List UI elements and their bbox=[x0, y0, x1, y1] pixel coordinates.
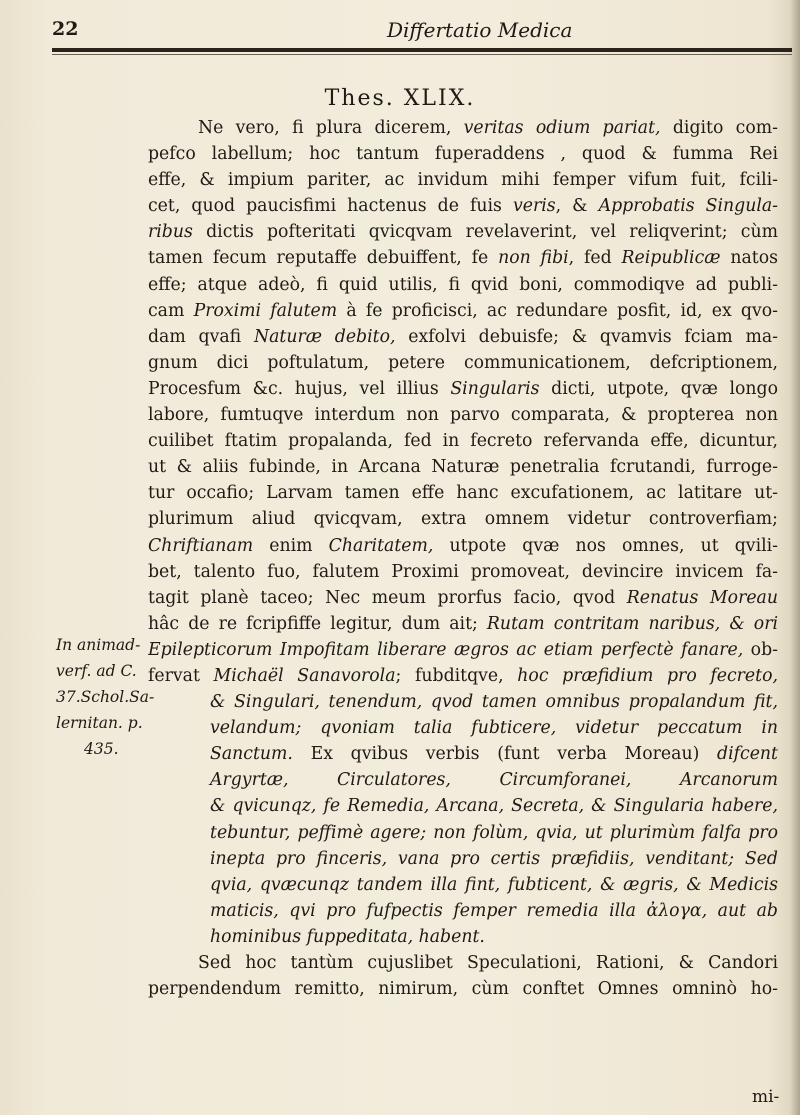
page-header bbox=[52, 12, 792, 52]
text-line bbox=[148, 141, 778, 167]
roman-text: utpote qvæ nos omnes, ut qvili- bbox=[433, 535, 778, 556]
roman-text: Ne vero, fi plura dicerem, bbox=[198, 118, 464, 138]
italic-text: difcent bbox=[717, 744, 778, 765]
italic-text: hominibus fuppeditata, habent. bbox=[210, 926, 485, 947]
roman-text: perpendendum remitto, nimirum, cùm conftet Omnes omninò ho- bbox=[148, 979, 778, 1000]
italic-text: veritas odium pariat, bbox=[463, 118, 661, 138]
text-line bbox=[148, 298, 778, 324]
italic-text: Approbatis Singula- bbox=[598, 196, 778, 217]
margin-note-line: lernitan. p. bbox=[56, 714, 143, 733]
catchword: mi- bbox=[752, 1087, 780, 1107]
text-line bbox=[148, 924, 778, 950]
text-line bbox=[148, 767, 778, 793]
italic-text: & qvicunqz, fe Remedia, Arcana, Secreta, & Singularia habere, bbox=[210, 796, 778, 817]
roman-text: plurimum aliud qvicqvam, extra omnem videtur controverfiam; bbox=[148, 509, 778, 530]
italic-text: qvia, qvæcunqz tandem illa fint, fubticent, & ægris, & Medicis bbox=[210, 874, 778, 895]
margin-note-line: In animad- bbox=[56, 636, 141, 654]
text-line bbox=[148, 820, 778, 846]
text-line bbox=[148, 428, 778, 454]
text-line bbox=[148, 533, 778, 559]
italic-text: ribus bbox=[148, 222, 193, 243]
italic-text: inepta pro finceris, vana pro certis præfidiis, venditant; Sed bbox=[210, 848, 778, 869]
italic-text: Epilepticorum Impofitam liberare ægros ac etiam perfectè fanare, bbox=[148, 639, 744, 660]
text-line bbox=[148, 715, 778, 741]
italic-text: & Singulari, tenendum, qvod tamen omnibus propalandum fit, bbox=[210, 692, 778, 713]
italic-text: Rutam contritam naribus, & ori bbox=[486, 613, 778, 634]
italic-text: veris bbox=[512, 196, 556, 217]
text-line bbox=[148, 793, 778, 819]
text-line bbox=[148, 350, 778, 376]
text-line bbox=[148, 872, 778, 898]
roman-text: bet, talento fuo, falutem Proximi promoveat, devincire invicem fa- bbox=[148, 561, 778, 582]
text-line bbox=[148, 846, 778, 872]
roman-text: natos bbox=[720, 248, 778, 269]
roman-text: (funt verba Moreau) bbox=[479, 744, 718, 765]
roman-text: Procesfum &c. hujus, vel illius bbox=[148, 378, 451, 399]
margin-note-line: verf. ad C. bbox=[56, 662, 137, 681]
roman-text: dicti, utpote, qvæ longo bbox=[539, 378, 778, 399]
italic-text: hoc præfidium pro fecreto, bbox=[517, 665, 778, 686]
roman-text: cuilibet ftatim propalanda, fed in fecreto refervanda effe, dicuntur, bbox=[148, 431, 778, 452]
roman-text: gnum dici poftulatum, petere communicationem, defcriptionem, bbox=[148, 352, 778, 373]
roman-text: effe, & impium pariter, ac invidum mihi femper vifum fuit, fcili- bbox=[148, 170, 778, 191]
roman-text: tamen fecum reputaffe debuiffent, fe bbox=[148, 248, 499, 269]
text-line bbox=[148, 193, 778, 219]
italic-text: Singularis bbox=[450, 378, 540, 399]
text-line bbox=[148, 167, 778, 193]
roman-text: effe; atque adeò, fi quid utilis, fi qvid boni, commodiqve ad publi- bbox=[148, 274, 778, 295]
roman-text: cet, quod paucisfimi hactenus de fuis bbox=[148, 196, 513, 217]
running-title: Differtatio Medica bbox=[387, 18, 573, 42]
roman-text: enim bbox=[253, 535, 329, 556]
page-edge-shadow bbox=[790, 0, 800, 1115]
italic-text: tebuntur, peffimè agere; non folùm, qvia, ut plurimùm falfa pro bbox=[210, 822, 778, 843]
roman-text: , & bbox=[555, 196, 599, 217]
body-paragraph bbox=[148, 115, 778, 1002]
italic-text: velandum; qvoniam talia fubticere, videtur peccatum in bbox=[210, 718, 778, 739]
text-line bbox=[148, 637, 778, 663]
header-rule bbox=[52, 48, 792, 52]
roman-text: ob- bbox=[743, 639, 778, 660]
roman-text: ut & aliis fubinde, in Arcana Naturæ penetralia fcrutandi, furroge- bbox=[148, 457, 778, 478]
roman-text: à fe proficisci, ac redundare posfit, id, ex qvo- bbox=[337, 300, 778, 321]
text-line bbox=[148, 611, 778, 637]
italic-text: Renatus Moreau bbox=[626, 587, 778, 608]
text-line bbox=[148, 376, 778, 402]
roman-text: Ex qvibus verbis bbox=[292, 744, 480, 765]
thesis-heading: Thes. XLIX. bbox=[324, 86, 476, 111]
header-rule-thin bbox=[52, 54, 792, 55]
text-line bbox=[148, 219, 778, 245]
text-line bbox=[148, 402, 778, 428]
text-line bbox=[148, 741, 778, 767]
italic-text: Reipublicæ bbox=[621, 248, 721, 269]
roman-text: fervat bbox=[148, 665, 214, 686]
text-line bbox=[148, 245, 778, 271]
page-number: 22 bbox=[52, 18, 79, 40]
margin-note bbox=[56, 632, 155, 762]
roman-text: labore, fumtuqve interdum non parvo comparata, & propterea non bbox=[148, 405, 778, 426]
italic-text: Proximi falutem bbox=[193, 300, 338, 321]
italic-text: maticis, qvi pro fufpectis femper remedia illa ἀλογα, aut ab bbox=[210, 900, 778, 921]
roman-text: cam bbox=[148, 300, 194, 321]
text-line bbox=[148, 272, 778, 298]
roman-text: tagit planè taceo; Nec meum prorfus facio, qvod bbox=[148, 587, 627, 608]
text-line bbox=[148, 585, 778, 611]
italic-text: Chriftianam bbox=[148, 535, 254, 556]
text-line bbox=[148, 454, 778, 480]
text-line bbox=[148, 115, 778, 141]
text-line bbox=[148, 950, 778, 976]
roman-text: ; fubditqve, bbox=[395, 665, 518, 686]
italic-text: Michaël Sanavorola bbox=[213, 665, 396, 686]
italic-text: Charitatem, bbox=[328, 535, 434, 556]
roman-text: dam qvafi bbox=[148, 326, 254, 347]
roman-text: dictis pofteritati qvicqvam revelaverint, vel reliqverint; cùm bbox=[192, 222, 778, 243]
text-line bbox=[148, 976, 778, 1002]
text-line bbox=[148, 324, 778, 350]
text-line bbox=[148, 506, 778, 532]
roman-text: Sed hoc tantùm cujuslibet Speculationi, Rationi, & Candori bbox=[198, 953, 778, 973]
roman-text: digito com- bbox=[660, 118, 778, 138]
italic-text: Naturæ debito, bbox=[253, 326, 396, 347]
roman-text: exfolvi debuisfe; & qvamvis fciam ma- bbox=[395, 326, 778, 347]
text-line bbox=[148, 898, 778, 924]
text-line bbox=[148, 689, 778, 715]
margin-note-line: 37.Schol.Sa- bbox=[56, 688, 155, 707]
italic-text: Sanctum. bbox=[210, 744, 293, 765]
italic-text: Argyrtæ, Circulatores, Circumforanei, Arcanorum bbox=[210, 770, 778, 791]
margin-note-line: 435. bbox=[84, 740, 119, 759]
text-line bbox=[148, 663, 778, 689]
roman-text: hâc de re fcripfiffe legitur, dum ait; bbox=[148, 613, 487, 634]
text-line bbox=[148, 480, 778, 506]
roman-text: pefco labellum; hoc tantum fuperaddens , quod & fumma Rei bbox=[148, 144, 778, 165]
roman-text: , fed bbox=[568, 248, 622, 269]
roman-text: tur occafio; Larvam tamen effe hanc excufationem, ac latitare ut- bbox=[148, 483, 778, 504]
italic-text: non fibi bbox=[498, 248, 569, 269]
text-line bbox=[148, 559, 778, 585]
